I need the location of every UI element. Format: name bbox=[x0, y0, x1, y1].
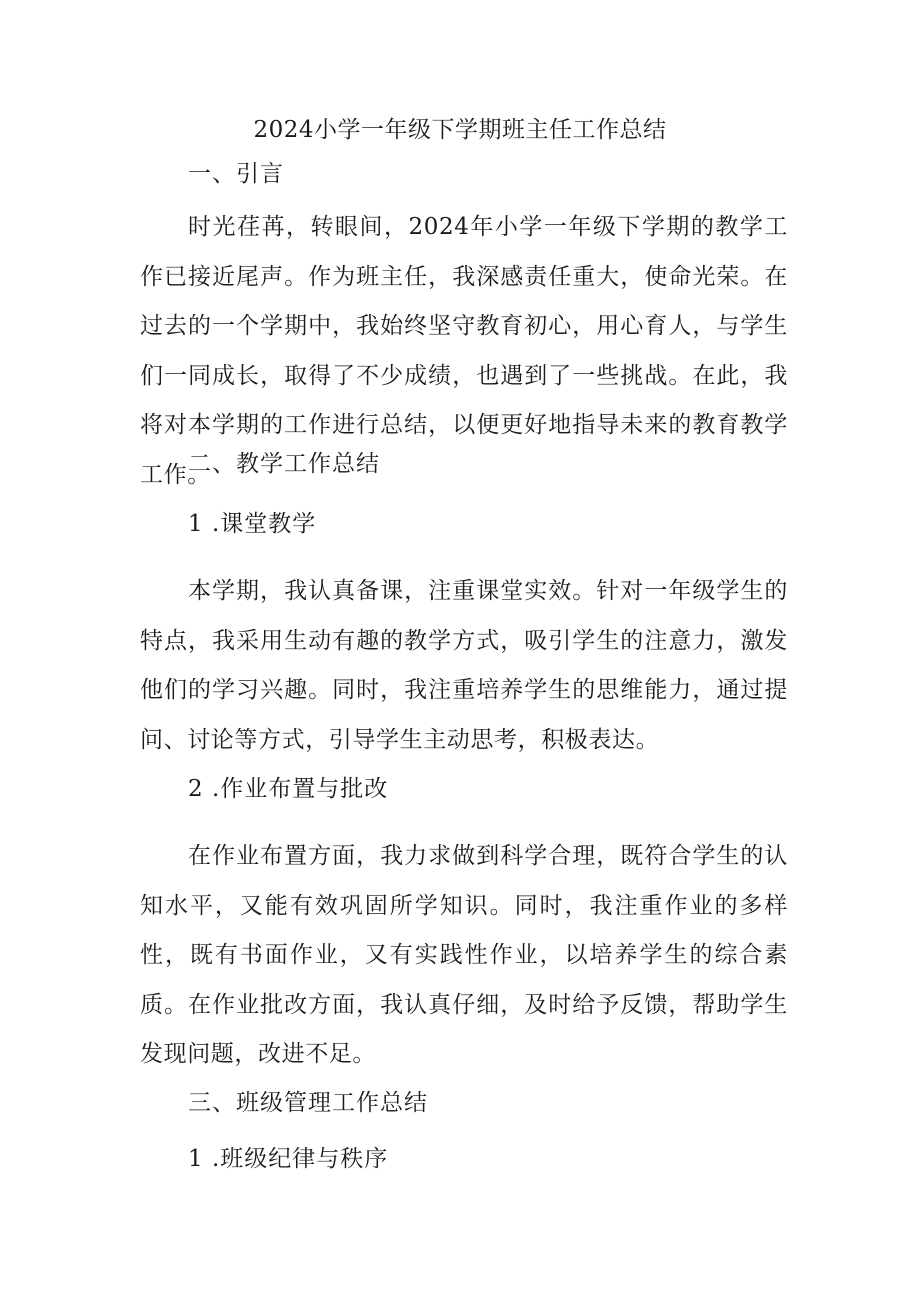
subsection-title-classroom-teaching: 1 .课堂教学 bbox=[188, 511, 317, 537]
section-heading-introduction: 一、引言 bbox=[188, 161, 284, 187]
section-heading-class-management: 三、班级管理工作总结 bbox=[188, 1090, 428, 1116]
paragraph-introduction: 时光荏苒，转眼间，2024年小学一年级下学期的教学工作已接近尾声。作为班主任，我深感责任重大，使命光荣。在过去的一个学期中，我始终坚守教育初心，用心育人，与学生们一同成长，取得了不少成绩，也遇到了一些挑战。在此，我将对本学期的工作进行总结，以便更好地指导未来的教育教学工作。 bbox=[140, 214, 788, 488]
paragraph-homework: 在作业布置方面，我力求做到科学合理，既符合学生的认知水平，又能有效巩固所学知识。同时，我注重作业的多样性，既有书面作业，又有实践性作业，以培养学生的综合素质。在作业批改方面，我认真仔细，及时给予反馈，帮助学生发现问题，改进不足。 bbox=[140, 843, 788, 1067]
paragraph-classroom-teaching: 本学期，我认真备课，注重课堂实效。针对一年级学生的特点，我采用生动有趣的教学方式，吸引学生的注意力，激发他们的学习兴趣。同时，我注重培养学生的思维能力，通过提问、讨论等方式，引导学生主动思考，积极表达。 bbox=[140, 578, 788, 753]
section-heading-teaching: 二、教学工作总结 bbox=[188, 451, 380, 477]
document-title: 2024小学一年级下学期班主任工作总结 bbox=[253, 117, 667, 143]
subsection-title-homework: 2 .作业布置与批改 bbox=[188, 776, 389, 802]
subsection-title-discipline: 1 .班级纪律与秩序 bbox=[188, 1146, 389, 1172]
